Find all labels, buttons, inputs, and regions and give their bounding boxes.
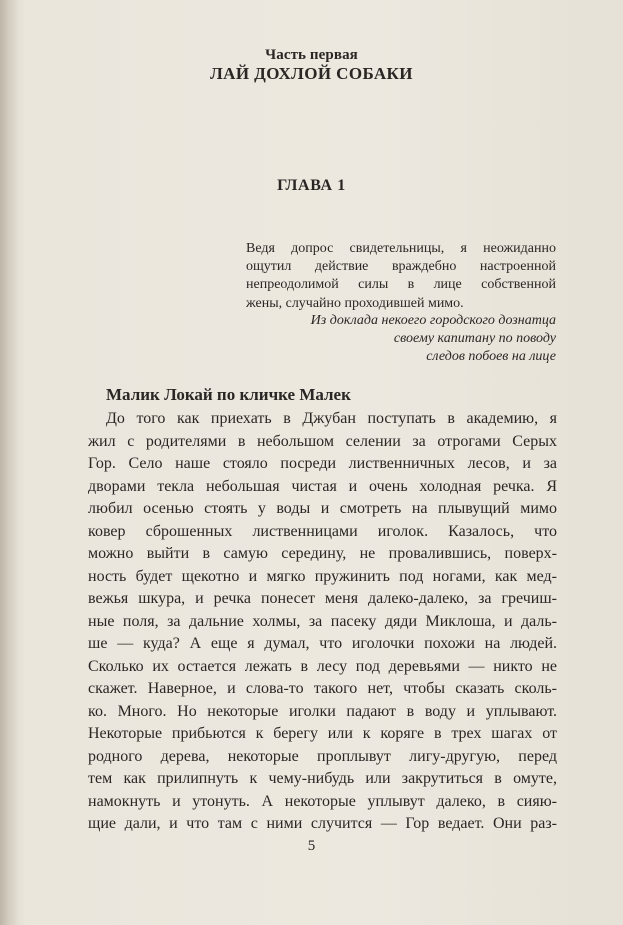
epigraph — [246, 240, 556, 313]
body-line: вежья шкура, и речка понесет меня далеко-далеко, за гречиш- — [88, 590, 557, 607]
body-line: щие дали, и что там с ними случится — Гор ведает. Они раз- — [88, 815, 557, 832]
body-line: ше — куда? А еще я думал, что иголочки похожи на людей. — [88, 635, 557, 652]
body-line: Сколько их остается лежать в лесу под деревьями — никто не — [88, 657, 557, 675]
epigraph-line: непреодолимой силы в лице собственной — [246, 277, 556, 293]
epigraph-line: жены, случайно проходившей мимо. — [246, 295, 464, 311]
page-number: 5 — [307, 838, 316, 854]
body-line: Некоторые прибьются к берегу или к коряге в трех шагах от — [88, 725, 557, 742]
body-line: До того как приехать в Джубан поступать в академию, я — [106, 410, 557, 427]
body-line: тем как прилипнуть к чему-нибудь или закрутиться в омуте, — [88, 770, 557, 787]
epigraph-source-line: Из доклада некоего городского дознатца — [310, 313, 556, 328]
body-text — [88, 408, 557, 836]
page-gutter-shadow — [0, 0, 18, 925]
chapter-title: ГЛАВА 1 — [277, 177, 346, 194]
epigraph-source — [246, 312, 556, 366]
body-line: ко. Много. Но некоторые иголки падают в воду и уплывают. — [88, 702, 557, 720]
body-line: Гор. Село наше стояло посреди лиственничных лесов, и за — [88, 455, 557, 472]
body-line: можно выйти в самую середину, не провалившись, поверх- — [88, 545, 557, 562]
body-line: намокнуть и утонуть. А некоторые уплывут далеко, в сияю- — [88, 792, 557, 810]
epigraph-line: ощутил действие враждебно настроенной — [246, 259, 556, 275]
body-line: ность будет щекотно и мягко пружинить под ногами, как мед- — [88, 567, 557, 585]
section-title: Малик Локай по кличке Малек — [106, 385, 351, 404]
body-line: дворами текла небольшая чистая и очень холодная речка. Я — [88, 477, 557, 495]
body-line: родного дерева, некоторые проплывут лигу-другую, перед — [88, 747, 557, 765]
epigraph-source-line: следов побоев на лице — [426, 349, 556, 364]
epigraph-source-line: своему капитану по поводу — [393, 331, 556, 346]
body-line: ные поля, за дальние холмы, за пасеку дяди Миклоша, и даль- — [88, 612, 557, 630]
part-label: Часть первая — [265, 47, 358, 63]
epigraph-line: Ведя допрос свидетельницы, я неожиданно — [246, 241, 556, 256]
body-line: ковер сброшенных лиственницами иголок. Казалось, что — [88, 522, 557, 540]
part-title: ЛАЙ ДОХЛОЙ СОБАКИ — [210, 64, 413, 83]
body-line: любил осенью стоять у воды и смотреть на плывущий мимо — [88, 500, 557, 517]
body-line: жил с родителями в небольшом селении за отрогами Серых — [88, 432, 557, 450]
body-line: скажет. Наверное, и слова-то такого нет, чтобы сказать сколь- — [88, 680, 557, 697]
